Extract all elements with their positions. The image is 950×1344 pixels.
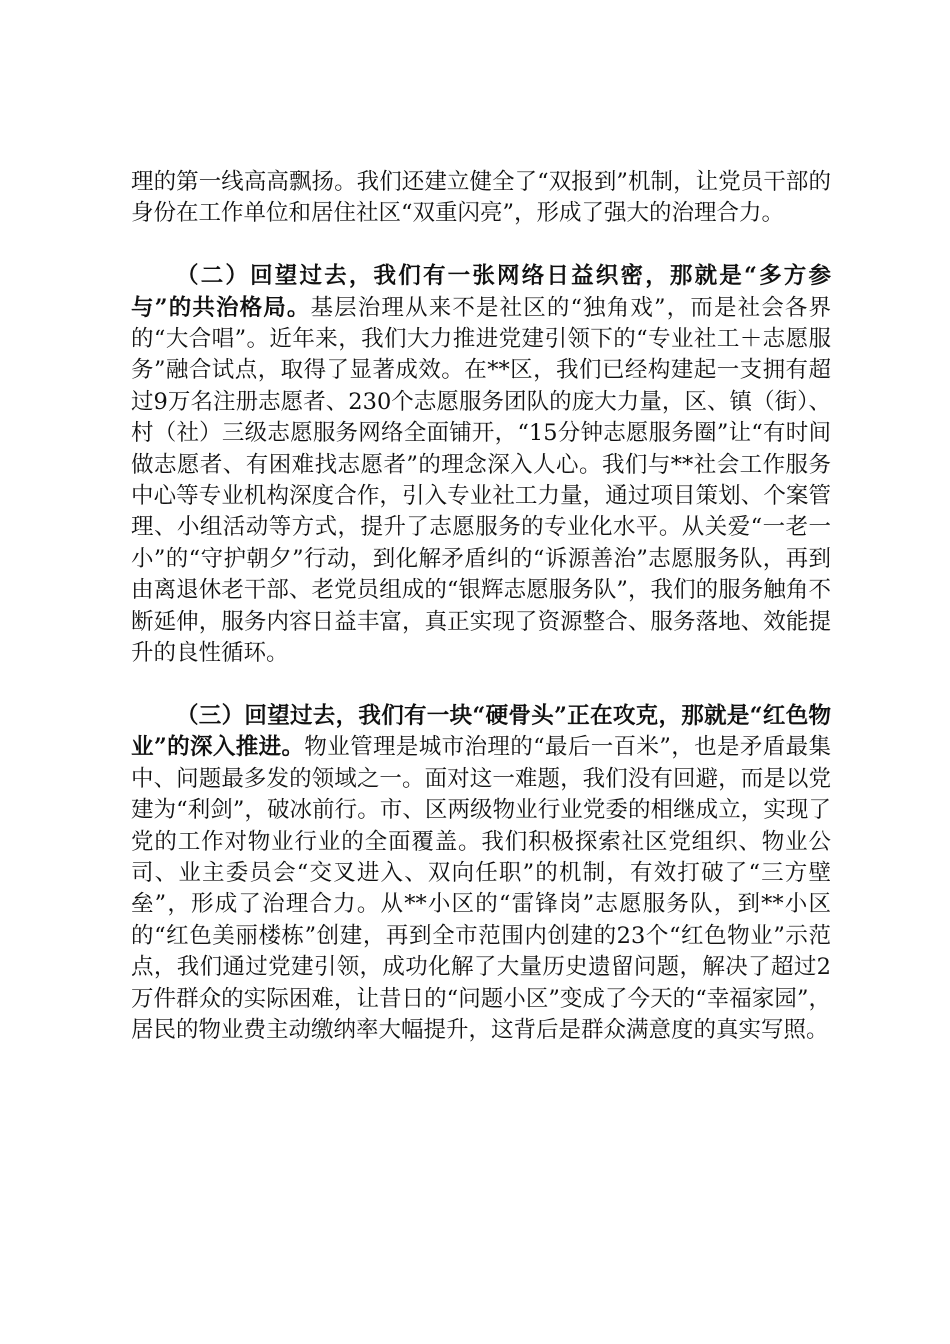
paragraph-text: 理的第一线高高飘扬。我们还建立健全了“双报到”机制，让党员干部的身份在工作单位和居住社区“双重闪亮”，形成了强大的治理合力。: [131, 169, 831, 227]
paragraph-continuation: [131, 167, 831, 230]
section-heading: （二）回望过去，我们有一张网络日益织密，那就是“多方参与”的共治格局。: [131, 263, 831, 321]
section-heading: （三）回望过去，我们有一块“硬骨头”正在攻克，那就是“红色物业”的深入推进。: [131, 702, 831, 761]
paragraph-text: 物业管理是城市治理的“最后一百米”，也是矛盾最集中、问题最多发的领域之一。面对这一难题，我们没有回避，而是以党建为“利剑”，破冰前行。市、区两级物业行业党委的相继成立，实现了党的工作对物业行业的全面覆盖。我们积极探索社区党组织、物业公司、业主委员会“交叉进入、双向任职”的机制，有效打破了“三方壁垒”，形成了治理合力。从**小区的“雷锋岗”志愿服务队，到**小区的“红色美丽楼栋”创建，再到全市范围内创建的23个“红色物业”示范点，我们通过党建引领，成功化解了大量历史遗留问题，解决了超过2万件群众的实际困难，让昔日的“问题小区”变成了今天的“幸福家园”，居民的物业费主动缴纳率大幅提升，这背后是群众满意度的真实写照。: [131, 734, 831, 1043]
paragraph-section-3: [131, 701, 831, 1046]
paragraph-text: 基层治理从来不是社区的“独角戏”，而是社会各界的“大合唱”。近年来，我们大力推进党建引领下的“专业社工＋志愿服务”融合试点，取得了显著成效。在**区，我们已经构建起一支拥有超过9万名注册志愿者、230个志愿服务团队的庞大力量，区、镇（街）、村（社）三级志愿服务网络全面铺开，“15分钟志愿服务圈”让“有时间做志愿者、有困难找志愿者”的理念深入人心。我们与**社会工作服务中心等专业机构深度合作，引入专业社工力量，通过项目策划、个案管理、小组活动等方式，提升了志愿服务的专业化水平。从关爱“一老一小”的“守护朝夕”行动，到化解矛盾纠的“诉源善治”志愿服务队，再到由离退休老干部、老党员组成的“银辉志愿服务队”，我们的服务触角不断延伸，服务内容日益丰富，真正实现了资源整合、服务落地、效能提升的良性循环。: [131, 294, 831, 667]
paragraph-section-2: [131, 261, 831, 669]
document-body: [131, 167, 831, 1078]
